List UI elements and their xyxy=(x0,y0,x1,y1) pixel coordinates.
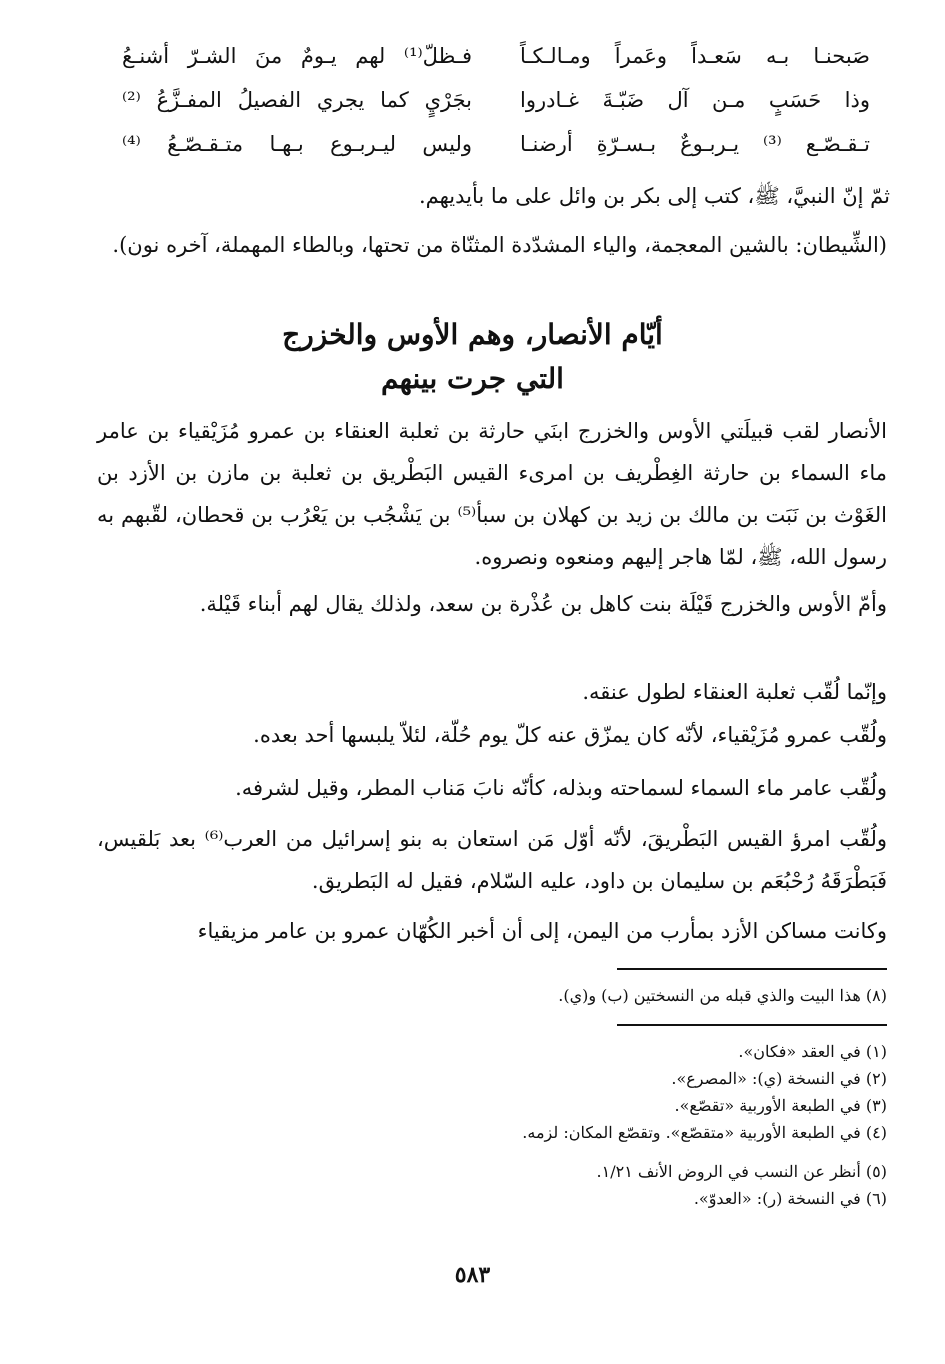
verse-line xyxy=(90,84,880,128)
verse-first-hemistich: وذا حَسَبٍ مـن آل ضَبّـةَ غـادروا xyxy=(520,88,870,112)
page-number: ٥٨٣ xyxy=(454,1262,491,1288)
section-heading-line-2: التي جرت بينهم xyxy=(381,362,564,395)
footnote-divider xyxy=(617,968,887,970)
footnotes xyxy=(522,1038,887,1212)
verse-second-hemistich: فـظلّ⁽¹⁾ لهم يـومٌ منَ الشـرّ أشنـعُ xyxy=(122,44,472,68)
footnote-divider xyxy=(617,1024,887,1026)
footnote-continued: (٨) هذا البيت والذي قبله من النسختين (ب) و(ي). xyxy=(558,986,887,1005)
section-heading-line-1: أيّام الأنصار، وهم الأوس والخزرج xyxy=(282,318,663,351)
verse-first-hemistich: تـقـصّـع ⁽³⁾ يـربـوعٌ بـسـرّةِ أرضنـا xyxy=(520,132,871,156)
name-pronunciation-note: (الشِّيطان: بالشين المعجمة، والياء المشدّدة المثنّاة من تحتها، وبالطاء المهملة، آخره نون). xyxy=(112,233,887,257)
paragraph-ansar-lineage: الأنصار لقب قبيلَتي الأوس والخزرج ابنَي حارثة بن ثعلبة العنقاء بن عمرو مُزَيْقياء بن عامر ماء السماء بن حارثة الغِطْريف بن امرىء القيس البَطْريق بن ثعلبة بن مازن بن الأزد بن الغَوْث بن نَبَت بن مالك بن زيد بن كهلان بن سبأ⁽⁵⁾ بن يَشْجُب بن يَعْرُب بن قحطان، لقّبهم به رسول الله، ﷺ، لمّا هاجر إليهم ومنعوه ونصروه. xyxy=(97,419,887,569)
paragraph-qayla: وأمّ الأوس والخزرج قَيْلَة بنت كاهل بن عُذْرة بن سعد، ولذلك يقال لهم أبناء قَيْلة. xyxy=(199,592,887,616)
paragraph-azd-dwellings: وكانت مساكن الأزد بمأرب من اليمن، إلى أن أخبر الكُهّان عمرو بن عامر مزيقياء xyxy=(197,919,887,943)
paragraph-thalaba: وإنّما لُقّب ثعلبة العنقاء لطول عنقه. xyxy=(582,680,887,704)
verse-line xyxy=(90,40,880,84)
verse-second-hemistich: بجَرْيٍ كما يجري الفصيلُ المفـزَّعُ ⁽²⁾ xyxy=(122,88,472,112)
paragraph-maa-alsamaa: ولُقّب عامر ماء السماء لسماحته وبذله، كأنّه نابَ مَناب المطر، وقيل لشرفه. xyxy=(235,776,887,800)
footnote-item: (٤) في الطبعة الأوربية «متقصّع». وتقصّع المكان: لزمه. xyxy=(522,1123,887,1142)
footnote-item: (٥) أنظر عن النسب في الروض الأنف ١/٢١. xyxy=(596,1162,887,1181)
verse-first-hemistich: صَبحنـا بـه سَعـداً وعَمراً ومـالـكـاً xyxy=(520,44,870,68)
footnote-item: (٦) في النسخة (ر): «العدوّ». xyxy=(693,1189,887,1208)
verse-second-hemistich: وليس ليـربـوع بـهـا متـقـصّـعُ ⁽⁴⁾ xyxy=(122,132,472,156)
verse-line xyxy=(90,128,880,172)
footnote-item: (٢) في النسخة (ي): «المصرع». xyxy=(671,1069,887,1088)
paragraph-batriq: ولُقّب امرؤ القيس البَطْريقَ، لأنّه أوّل مَن استعان به بنو إسرائيل من العرب⁽⁶⁾ بعد بَلقيس، فَبَطْرَقَهُ رُحْبُعَم بن سليمان بن داود، عليه السّلام، فقيل له البَطريق. xyxy=(97,827,887,893)
poem-verses xyxy=(90,40,880,172)
prophet-letter-line: ثمّ إنّ النبيَّ، ﷺ، كتب إلى بكر بن وائل على ما بأيديهم. xyxy=(418,184,890,208)
footnote-item: (٣) في الطبعة الأوربية «تقصّع». xyxy=(674,1096,887,1115)
footnote-item: (١) في العقد «فكان». xyxy=(738,1042,887,1061)
footnote-gap xyxy=(522,1146,887,1158)
paragraph-muzayqiya: ولُقّب عمرو مُزَيْقياء، لأنّه كان يمزّق عنه كلّ يوم حُلّة، لئلاّ يلبسها أحد بعده. xyxy=(253,723,887,747)
